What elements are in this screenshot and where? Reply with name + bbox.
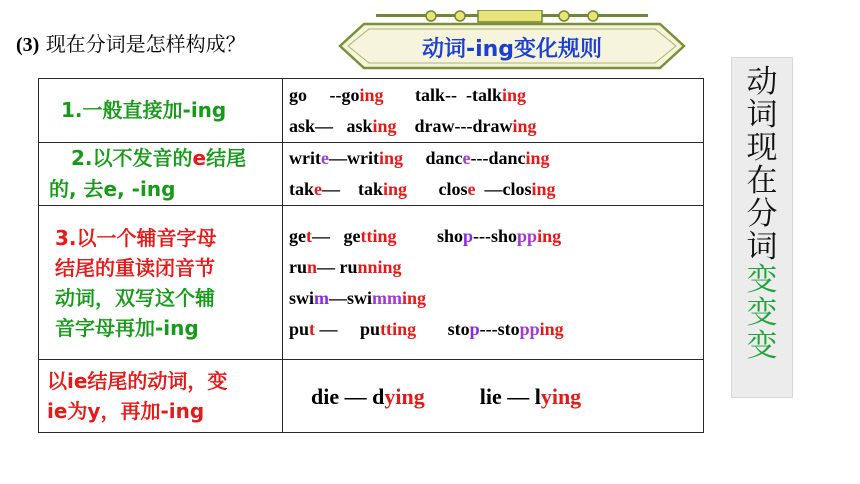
example-segment: pp: [517, 225, 538, 246]
example-segment: ing: [525, 148, 550, 168]
example-segment: —clos: [475, 179, 532, 199]
example-segment: e: [467, 179, 476, 199]
banner: [336, 10, 688, 72]
example-segment: sho: [396, 225, 464, 246]
example-segment: danc: [402, 148, 463, 168]
example-segment: e: [462, 148, 471, 168]
example-segment: tt: [360, 225, 373, 246]
example-segment: ing: [383, 179, 408, 199]
table-row: [39, 360, 704, 433]
side-panel-chars: [732, 66, 792, 363]
examples-list-1: [289, 80, 703, 142]
side-panel-char: 变: [746, 295, 778, 331]
rule-1-text: 1.一般直接加-ing: [61, 98, 227, 122]
example-segment: ing: [402, 287, 427, 308]
banner-title: 动词-ing变化规则: [421, 37, 603, 62]
rule-2-part: 结尾: [206, 146, 247, 170]
rule-cell-4: [39, 360, 283, 433]
example-segment: t: [309, 318, 316, 339]
example-segment: — tak: [322, 179, 384, 199]
side-panel: [731, 57, 793, 398]
example-segment: —writ: [328, 148, 379, 168]
examples-cell-1: [283, 79, 704, 143]
example-segment: tak: [289, 179, 315, 199]
side-panel-char: 在: [746, 163, 778, 199]
example-line: [311, 381, 703, 412]
example-line: [289, 174, 703, 205]
example-segment: ing: [372, 115, 397, 136]
side-panel-char: 词: [746, 229, 778, 265]
example-segment: pu: [289, 318, 310, 339]
example-segment: ru: [289, 256, 307, 277]
question-text: 现在分词是怎样构成？: [45, 32, 246, 56]
example-line: [289, 80, 703, 111]
examples-list-4: [311, 381, 703, 412]
rule-4-line: 以ie结尾的动词，变: [47, 369, 228, 393]
examples-list-3: [289, 221, 703, 345]
example-segment: tt: [380, 318, 393, 339]
example-segment: ---sho: [473, 225, 518, 246]
example-line: [289, 143, 703, 174]
side-panel-char: 分: [746, 196, 778, 232]
example-segment: e: [314, 179, 323, 199]
example-segment: ing: [372, 225, 397, 246]
table-row: [39, 79, 704, 143]
example-segment: lie — l: [424, 383, 541, 409]
example-segment: ge: [289, 225, 306, 246]
side-panel-char: 动: [746, 64, 778, 100]
example-segment: ing: [359, 84, 384, 105]
example-segment: — ru: [317, 256, 358, 277]
example-segment: p: [469, 318, 480, 339]
example-line: [289, 314, 703, 345]
table-row: [39, 206, 704, 360]
example-segment: die — d: [311, 383, 385, 409]
example-segment: clos: [407, 179, 468, 199]
rule-3-line: [55, 253, 282, 283]
rule-cell-3: [39, 206, 283, 360]
examples-cell-2: [283, 143, 704, 206]
example-segment: draw---draw: [396, 115, 513, 136]
side-panel-char: 词: [746, 97, 778, 133]
rule-3-line-text: 动词，双写这个辅: [55, 285, 215, 310]
example-segment: e: [320, 148, 329, 168]
side-panel-char: 变: [746, 328, 778, 364]
example-segment: m: [314, 287, 330, 308]
example-segment: ing: [531, 179, 556, 199]
example-segment: ing: [392, 318, 417, 339]
example-segment: p: [463, 225, 474, 246]
rule-3-line: [55, 313, 282, 343]
question-heading: [16, 28, 246, 57]
example-line: [289, 283, 703, 314]
rule-3-line: [55, 283, 282, 313]
example-segment: talk-- -talk: [383, 84, 503, 105]
example-segment: writ: [289, 148, 321, 168]
example-segment: ing: [378, 148, 403, 168]
example-segment: ying: [540, 383, 582, 409]
example-segment: ing: [537, 225, 562, 246]
rule-2-part: 的, 去e, -ing: [49, 177, 176, 201]
rule-4-text: [39, 366, 282, 426]
example-segment: pp: [519, 318, 540, 339]
example-segment: swi: [289, 287, 315, 308]
example-segment: — pu: [315, 318, 381, 339]
example-segment: — ge: [312, 225, 361, 246]
rule-3-line-text: 音字母再加-ing: [55, 315, 199, 340]
examples-list-2: [289, 143, 703, 205]
rules-table: [38, 78, 704, 433]
example-segment: t: [306, 225, 312, 246]
table-row: [39, 143, 704, 206]
example-segment: ask— ask: [289, 115, 373, 136]
examples-cell-3: [283, 206, 704, 360]
example-segment: ing: [539, 318, 564, 339]
example-line: [289, 252, 703, 283]
rule-3-text: [39, 223, 282, 343]
example-segment: ing: [502, 84, 527, 105]
example-segment: mm: [372, 287, 403, 308]
rule-cell-1: [39, 79, 283, 143]
rule-3-line: 3.以一个辅音字母: [55, 225, 217, 250]
example-segment: ---danc: [470, 148, 526, 168]
example-line: [289, 221, 703, 252]
side-panel-char: 现: [746, 130, 778, 166]
example-line: [289, 111, 703, 142]
side-panel-char: 变: [746, 262, 778, 298]
rule-3-line-text: 结尾的重读闭音节: [55, 255, 215, 280]
example-segment: ing: [377, 256, 402, 277]
example-segment: ing: [512, 115, 537, 136]
example-segment: —swi: [329, 287, 373, 308]
example-segment: ---sto: [479, 318, 520, 339]
rule-4-line: ie为y，再加-ing: [47, 399, 205, 423]
example-segment: sto: [416, 318, 470, 339]
example-segment: go --go: [289, 84, 360, 105]
example-segment: nn: [357, 256, 378, 277]
rule-2-text: [39, 143, 282, 205]
rule-2-part: 2.以不发音的: [71, 146, 193, 170]
example-segment: ying: [384, 383, 425, 409]
rule-2-part: e: [192, 146, 207, 170]
example-segment: n: [307, 256, 318, 277]
rule-cell-2: [39, 143, 283, 206]
examples-cell-4: [283, 360, 704, 433]
question-number: (3): [16, 34, 40, 56]
